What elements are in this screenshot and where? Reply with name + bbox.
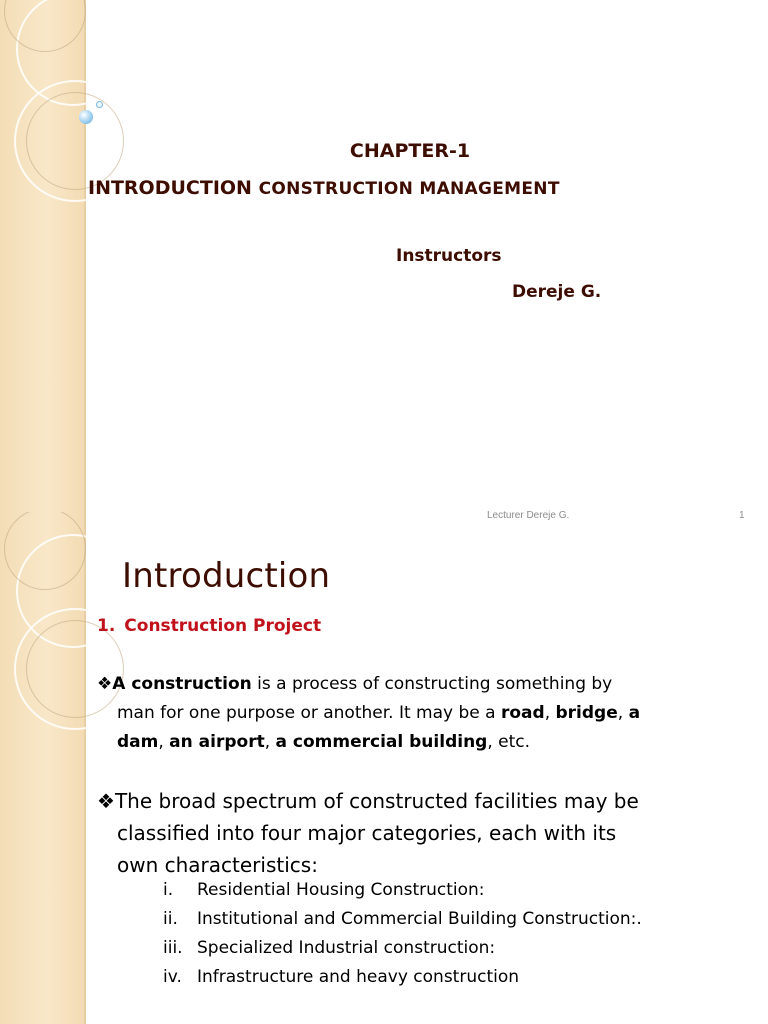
list-number: iii. xyxy=(163,938,183,958)
slide-2 xyxy=(0,512,768,1024)
section-number: 1. xyxy=(97,616,116,636)
paragraph-text: , etc. xyxy=(487,732,531,752)
list-item xyxy=(163,963,642,992)
footer-lecturer: Lecturer Dereje G. xyxy=(487,510,570,521)
bold-term: a commercial building xyxy=(275,732,488,752)
separator: , xyxy=(617,703,629,723)
decorative-bubble-icon xyxy=(79,110,93,124)
list-item xyxy=(163,905,642,934)
paragraph-text: man for one purpose or another. It may be a xyxy=(117,703,501,723)
section-heading xyxy=(97,616,321,636)
separator: , xyxy=(264,732,276,752)
slide-title: Introduction xyxy=(122,556,331,596)
bold-term: a xyxy=(628,703,641,723)
section-title: Construction Project xyxy=(124,616,322,636)
diamond-bullet-icon: ❖ xyxy=(97,674,113,694)
bold-term: dam xyxy=(117,732,159,752)
paragraph-text: classified into four major categories, each with its xyxy=(117,821,617,845)
list-number: iv. xyxy=(163,967,182,987)
separator: , xyxy=(544,703,556,723)
bold-term: road xyxy=(500,703,545,723)
bold-term: A construction xyxy=(112,674,252,694)
category-list xyxy=(163,876,642,992)
separator: , xyxy=(158,732,170,752)
list-item xyxy=(163,934,642,963)
course-title-caps: CONSTRUCTION MANAGEMENT xyxy=(258,179,560,199)
diamond-bullet-icon: ❖ xyxy=(97,789,115,813)
list-label: Infrastructure and heavy construction xyxy=(197,967,520,987)
instructors-label: Instructors xyxy=(396,246,502,266)
list-number: i. xyxy=(163,880,174,900)
list-number: ii. xyxy=(163,909,178,929)
list-label: Specialized Industrial construction: xyxy=(197,938,496,958)
chapter-title: CHAPTER-1 xyxy=(349,140,471,162)
decorative-bubble-icon xyxy=(96,101,103,108)
list-label: Residential Housing Construction: xyxy=(197,880,485,900)
instructor-name: Dereje G. xyxy=(512,282,602,302)
course-title xyxy=(88,177,560,199)
paragraph-text: own characteristics: xyxy=(117,853,318,877)
paragraph-text: The broad spectrum of constructed facilities may be xyxy=(114,789,639,813)
bold-term: bridge xyxy=(555,703,618,723)
categories-paragraph xyxy=(97,785,737,881)
definition-paragraph xyxy=(97,670,717,757)
bold-term: an airport xyxy=(169,732,265,752)
page-number: 1 xyxy=(739,510,745,521)
list-item xyxy=(163,876,642,905)
list-label: Institutional and Commercial Building Construction:. xyxy=(197,909,642,929)
course-title-prefix: INTRODUCTION xyxy=(88,177,259,199)
paragraph-text: is a process of constructing something by xyxy=(251,674,613,694)
